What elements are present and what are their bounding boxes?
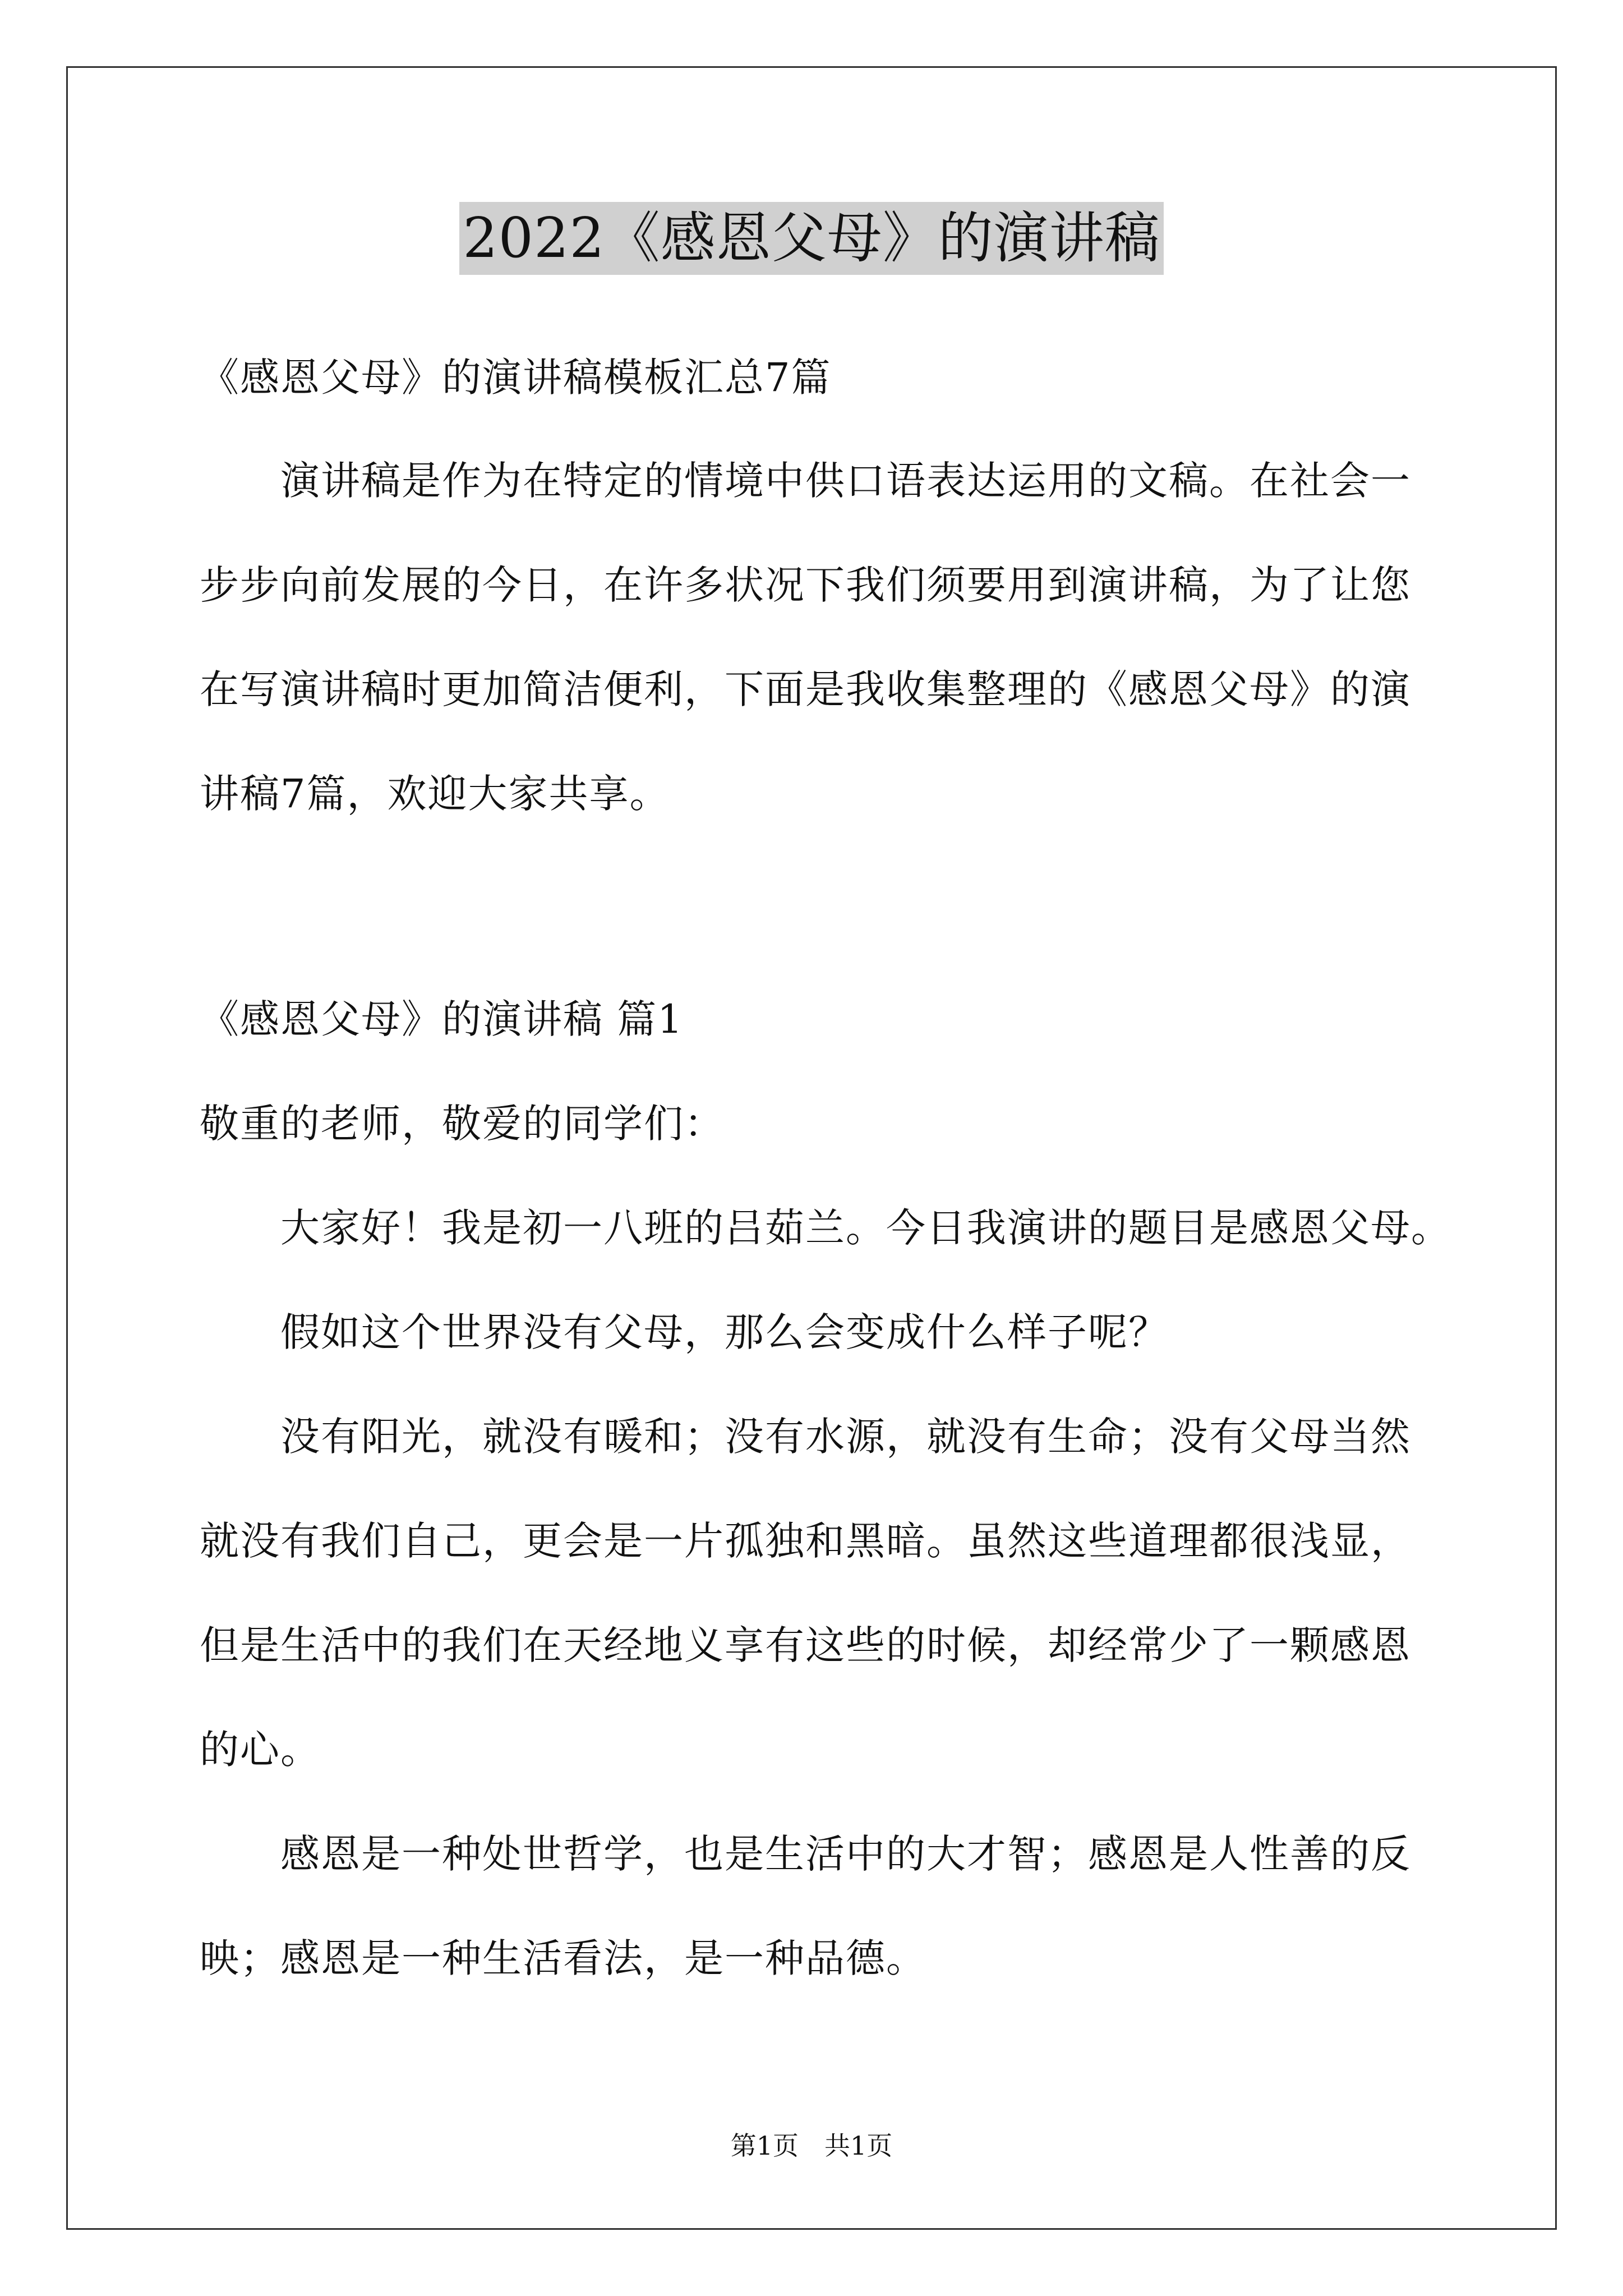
body-line-2: 假如这个世界没有父母，那么会变成什么样子呢？ bbox=[280, 1309, 1169, 1355]
section-heading: 《感恩父母》的演讲稿 篇1 bbox=[200, 996, 684, 1042]
body-line-5: 但是生活中的我们在天经地义享有这些的时候，却经常少了一颗感恩 bbox=[200, 1622, 1411, 1668]
intro-line-2: 步步向前发展的今日，在许多状况下我们须要用到演讲稿，为了让您 bbox=[200, 562, 1411, 608]
page-footer: 第1页 共1页 bbox=[730, 2131, 893, 2161]
body-line-6: 的心。 bbox=[200, 1727, 321, 1773]
body-line-4: 就没有我们自己，更会是一片孤独和黑暗。虽然这些道理都很浅显， bbox=[200, 1518, 1411, 1564]
body-line-7: 感恩是一种处世哲学，也是生活中的大才智；感恩是人性善的反 bbox=[280, 1831, 1411, 1877]
salutation: 敬重的老师，敬爱的同学们： bbox=[200, 1101, 725, 1147]
document-title: 2022《感恩父母》的演讲稿 bbox=[459, 202, 1163, 275]
intro-line-3: 在写演讲稿时更加简洁便利，下面是我收集整理的《感恩父母》的演 bbox=[200, 666, 1411, 712]
body-line-1: 大家好！我是初一八班的吕茹兰。今日我演讲的题目是感恩父母。 bbox=[280, 1205, 1451, 1251]
body-line-3: 没有阳光，就没有暖和；没有水源，就没有生命；没有父母当然 bbox=[280, 1414, 1411, 1460]
intro-line-1: 演讲稿是作为在特定的情境中供口语表达运用的文稿。在社会一 bbox=[280, 458, 1411, 504]
title-container bbox=[0, 202, 1623, 275]
body-line-8: 映；感恩是一种生活看法，是一种品德。 bbox=[200, 1935, 926, 1981]
intro-line-4: 讲稿7篇，欢迎大家共享。 bbox=[200, 771, 670, 817]
document-subtitle: 《感恩父母》的演讲稿模板汇总7篇 bbox=[200, 355, 832, 401]
